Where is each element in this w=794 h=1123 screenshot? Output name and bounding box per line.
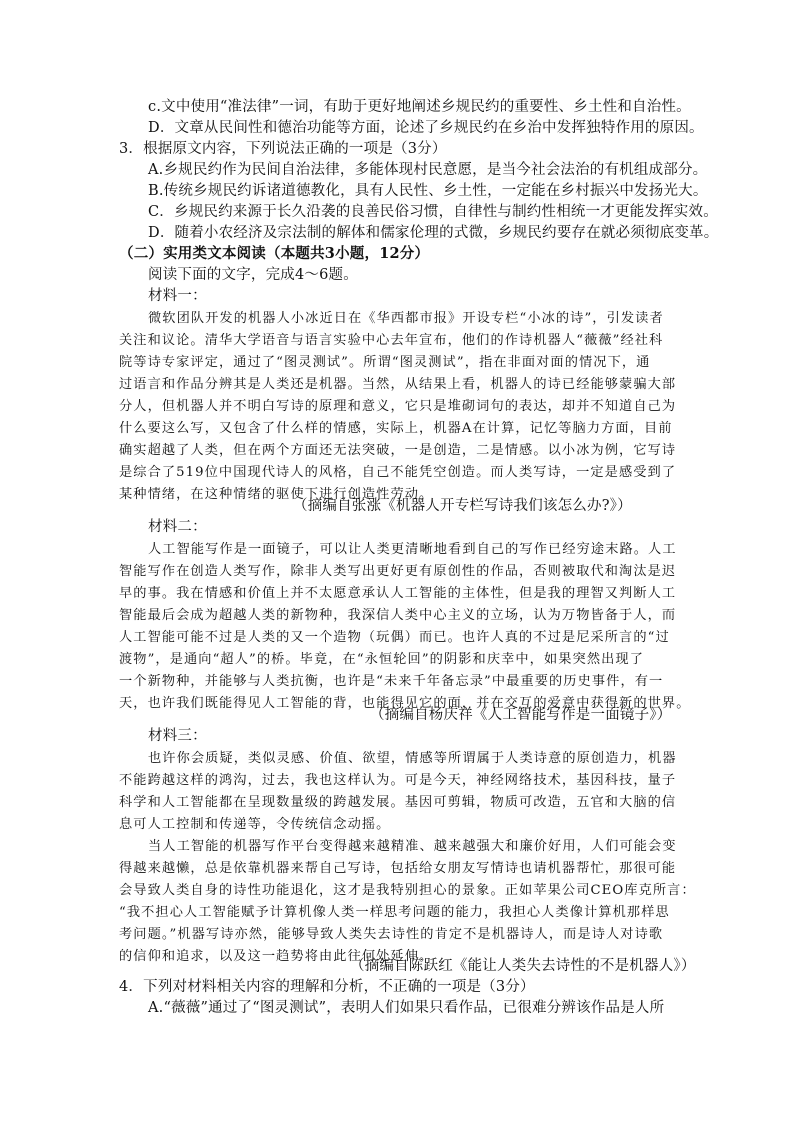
material-2-line: 人工智能可能不过是人类的又一个造物（玩偶）而已。也许人真的不过是尼采所言的“过 [119,630,670,645]
material-3-line: 考问题。”机器写诗亦然，能够导致人类失去诗性的肯定不是机器诗人，而是诗人对诗歌 [119,927,664,942]
material-3-line: “我不担心人工智能赋予计算机像人类一样思考问题的能力，我担心人类像计算机那样思 [119,905,670,920]
material-3-line: 得越来越懒，总是依靠机器来帮自己写诗，包括给女朋友写情诗也请机器帮忙，那很可能 [119,861,677,876]
material-1-line: 确实超越了人类，但在两个方面还无法突破，一是创造，二是情感。以小冰为例，它写诗 [119,443,677,458]
material-1-source: （摘编自张涨《机器人开专栏写诗我们该怎么办?》） [293,498,632,514]
material-1-line: 过语言和作品分辨其是人类还是机器。当然，从结果上看，机器人的诗已经能够蒙骗大部 [119,377,677,392]
material-1-line: 院等诗专家评定，通过了“图灵测试”。所谓“图灵测试”，指在非面对面的情况下，通 [119,355,651,370]
material-3-source: （摘编自陈跃红《能让人类失去诗性的不是机器人》） [350,958,696,974]
q2-option-d: D．文章从民间性和德治功能等方面，论述了乡规民约在乡治中发挥独特作用的原因。 [148,120,704,136]
material-2-line: 智能写作在创造人类写作，除非人类写出更好更有原创性的作品，否则被取代和淘汰是迟 [119,564,677,579]
material-1-line: 什么要这么写，又包含了什么样的情感，实际上，机器A在计算，记忆等脑力方面，目前 [119,421,673,436]
material-3-line: 当人工智能的机器写作平台变得越来越精准、越来越强大和廉价好用，人们可能会变 [148,839,677,854]
material-1-line: 关注和议论。清华大学语音与语言实验中心去年宣布，他们的作诗机器人“薇薇”经社科 [119,333,664,348]
material-2-line: 智能最后会成为超越人类的新物种，我深信人类中心主义的立场，认为万物皆备于人，而 [119,608,677,623]
material-1-line: 是综合了519位中国现代诗人的风格，自己不能凭空创造。而人类写诗，一定是感受到了 [119,465,677,480]
q3-stem: 3．根据原文内容，下列说法正确的一项是（3分） [119,141,447,157]
section-instruction: 阅读下面的文字，完成4～6题。 [148,267,358,283]
q4-stem: 4．下列对材料相关内容的理解和分析，不正确的一项是（3分） [119,979,535,995]
q2-option-c: c.文中使用“准法律”一词，有助于更好地阐述乡规民约的重要性、乡土性和自治性。 [148,99,691,115]
material-2-line: 人工智能写作是一面镜子，可以让人类更清晰地看到自己的写作已经穷途末路。人工 [148,542,677,557]
material-2-source: （摘编自杨庆祥《人工智能写作是一面镜子》） [370,707,672,723]
material-2-line: 渡物”，是通向“超人”的桥。毕竟，在“永恒轮回”的阴影和庆幸中，如果突然出现了 [119,652,644,667]
material-2-line: 早的事。我在情感和价值上并不太愿意承认人工智能的主体性，但是我的理智又判断人工 [119,586,677,601]
material-3-line: 也许你会质疑，类似灵感、价值、欲望，情感等所谓属于人类诗意的原创造力，机器 [148,751,677,766]
q3-option-b: B.传统乡规民约诉诸道德教化，具有人民性、乡土性，一定能在乡村振兴中发扬光大。 [148,183,708,199]
material-2-line: 天，也许我们既能得见人工智能的背，也能得见它的面，并在交互的爱意中获得新的世界。 [119,696,691,711]
q4-option-a: A.“薇薇”通过了“图灵测试”，表明人们如果只看作品，已很难分辨该作品是人所 [148,1000,665,1016]
material-2-label: 材料二： [148,519,207,535]
q3-option-c: C．乡规民约来源于长久沿袭的良善民俗习惯，自律性与制约性相统一才更能发挥实效。 [148,204,718,220]
material-3-line: 科学和人工智能都在呈现数量级的跨越发展。基因可剪辑，物质可改造，五官和大脑的信 [119,795,677,810]
material-3-line: 不能跨越这样的鸿沟，过去，我也这样认为。可是今天，神经网络技术，基因科技，量子 [119,773,677,788]
material-1-line: 某种情绪，在这种情绪的驱使下进行创造性劳动。 [119,487,434,502]
material-1-line: 分人，但机器人并不明白写诗的原理和意义，它只是堆砌词句的表达，却并不知道自己为 [119,399,677,414]
material-1-label: 材料一： [148,288,207,304]
material-3-line: 的信仰和追求，以及这一趋势将由此往何处延伸。 [119,949,434,964]
material-2-line: 一个新物种，并能够与人类抗衡，也许是“未来千年备忘录”中最重要的历史事件，有一 [119,674,664,689]
material-3-line: 息可人工控制和传递等，令传统信念动摇。 [119,817,391,832]
q3-option-a: A.乡规民约作为民间自治法律，多能体现村民意愿，是当今社会法治的有机组成部分。 [148,162,708,178]
section-heading: （二）实用类文本阅读（本题共3小题，12分） [119,245,430,262]
material-3-label: 材料三： [148,728,207,744]
q3-option-d: D．随着小农经济及宗法制的解体和儒家伦理的式微，乡规民约要存在就必须彻底变革。 [148,225,719,241]
material-1-line: 微软团队开发的机器人小冰近日在《华西都市报》开设专栏“小冰的诗”，引发读者 [148,311,664,326]
material-3-line: 会导致人类自身的诗性功能退化，这才是我特别担心的景象。正如苹果公司CEO库克所言： [119,883,696,898]
